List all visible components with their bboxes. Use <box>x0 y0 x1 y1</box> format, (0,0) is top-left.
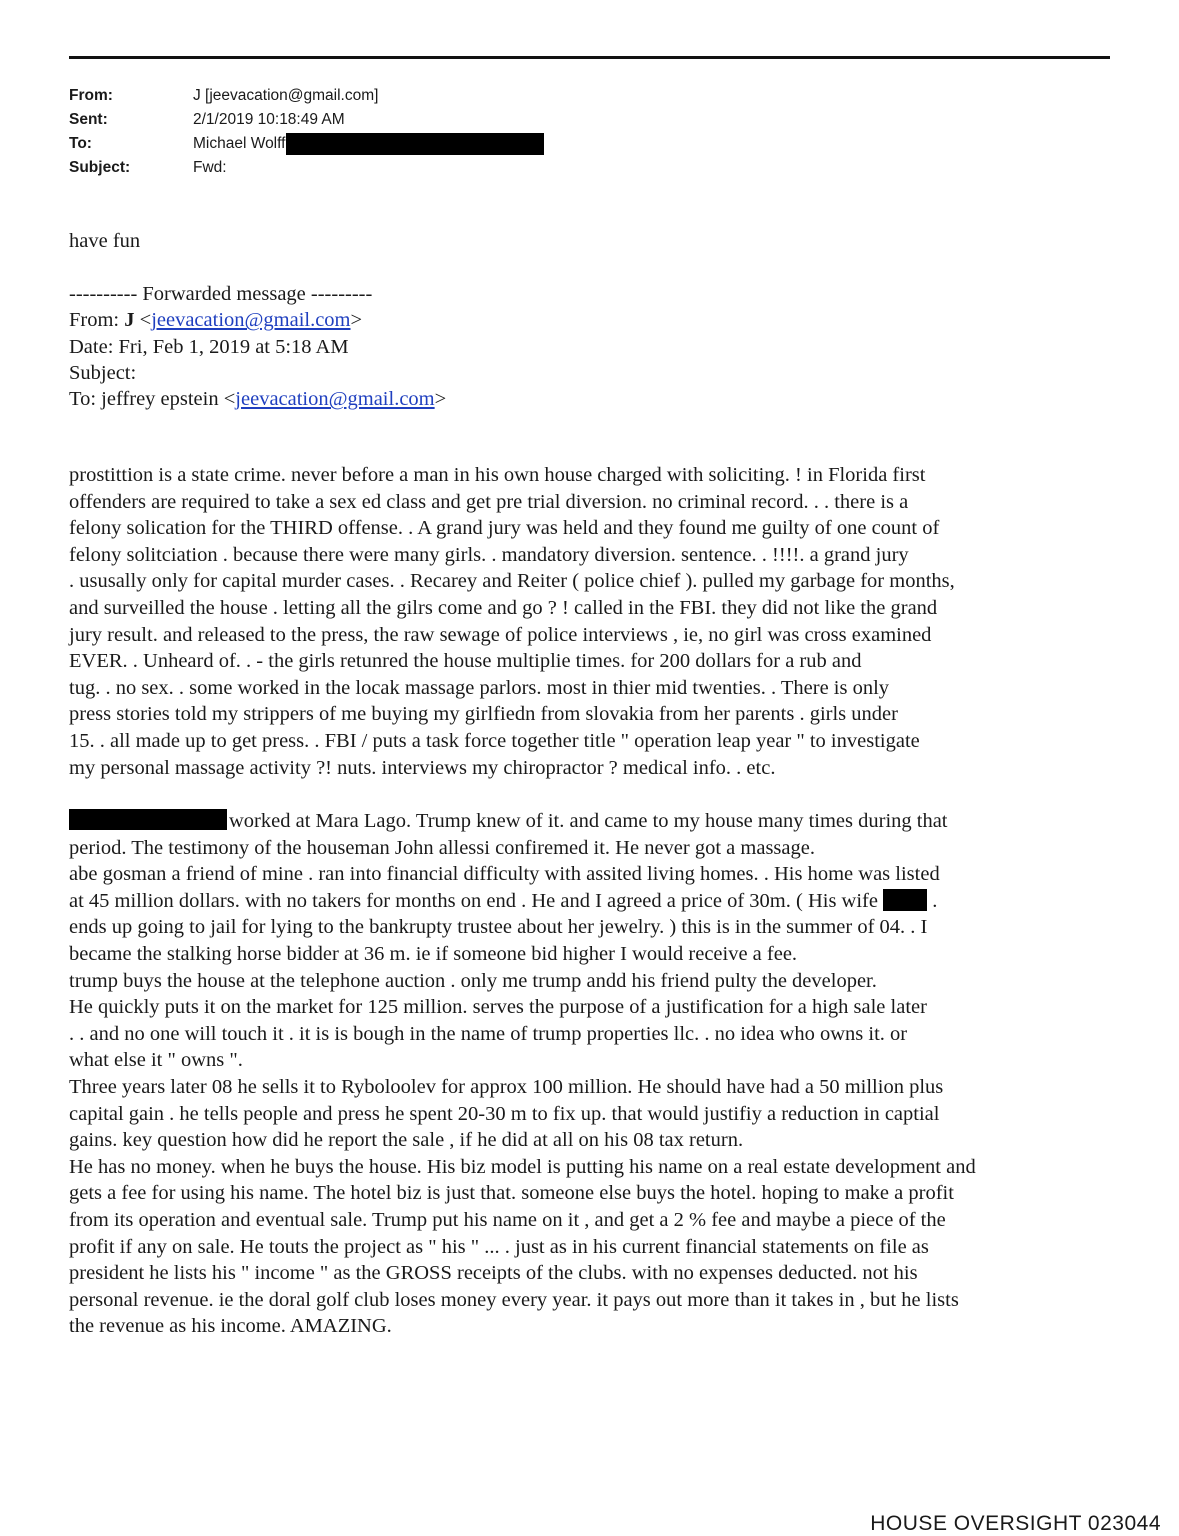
body-line: He quickly puts it on the market for 125 million. serves the purpose of a justification for a high sale later <box>69 996 927 1019</box>
body-line: capital gain . he tells people and press he spent 20-30 m to fix up. that would justifiy a reduction in captial <box>69 1102 940 1125</box>
bates-footer: HOUSE OVERSIGHT 023044 <box>870 1512 1161 1535</box>
body-paragraph-2 <box>69 808 976 1340</box>
body-paragraph-1 <box>69 462 955 781</box>
body-line: tug. . no sex. . some worked in the locak massage parlors. most in thier mid twenties. . There is only <box>69 676 890 699</box>
forwarded-date: Date: Fri, Feb 1, 2019 at 5:18 AM <box>69 335 349 358</box>
body-line: became the stalking horse bidder at 36 m. ie if someone bid higher I would receive a fee. <box>69 942 798 965</box>
forwarded-to-prefix: To: jeffrey epstein <box>69 388 224 411</box>
body-line: . . and no one will touch it . it is is bough in the name of trump properties llc. . no idea who owns it. or <box>69 1022 908 1045</box>
body-line <box>69 888 976 915</box>
body-line: president he lists his " income " as the GROSS receipts of the clubs. with no expenses deducted. not his <box>69 1262 918 1285</box>
body-line: ends up going to jail for lying to the bankrupty trustee about her jewelry. ) this is in the summer of 04. . I <box>69 916 928 939</box>
body-line: my personal massage activity ?! nuts. interviews my chiropractor ? medical info. . etc. <box>69 756 776 779</box>
forwarded-banner: ---------- Forwarded message --------- <box>69 283 373 305</box>
forwarded-from: From: J <jeevacation@gmail.com> <box>69 309 363 332</box>
greeting-text: have fun <box>69 230 141 252</box>
body-line-text: worked at Mara Lago. Trump knew of it. and came to my house many times during that <box>229 810 948 832</box>
forwarded-from-label: From: <box>69 309 125 332</box>
body-line <box>69 808 976 835</box>
subject-value: Fwd: <box>193 159 227 176</box>
body-line-text: . <box>927 889 938 912</box>
body-line: offenders are required to take a sex ed class and get pre trial diversion. no criminal record. . . there is a <box>69 490 909 513</box>
redaction-block <box>69 809 227 830</box>
forwarded-to-email-link[interactable]: jeevacation@gmail.com <box>235 388 435 411</box>
body-line: felony solitciation . because there were many girls. . mandatory diversion. sentence. . !!!!. a grand jury <box>69 543 909 566</box>
sent-value: 2/1/2019 10:18:49 AM <box>193 111 345 128</box>
from-row <box>69 84 544 108</box>
body-line-text: at 45 million dollars. with no takers for months on end . He and I agreed a price of 30m. ( His wife <box>69 889 878 912</box>
header-rule <box>69 56 1110 59</box>
from-value: J [jeevacation@gmail.com] <box>193 87 379 104</box>
body-line: 15. . all made up to get press. . FBI / puts a task force together title " operation leap year " to investigate <box>69 729 920 752</box>
body-line: prostittion is a state crime. never before a man in his own house charged with soliciting. ! in Florida first <box>69 464 926 486</box>
body-line: profit if any on sale. He touts the project as " his " ... . just as in his current financial statements on file as <box>69 1235 929 1258</box>
email-header <box>69 84 544 180</box>
forwarded-from-email-link[interactable]: jeevacation@gmail.com <box>151 309 351 332</box>
sent-label: Sent: <box>69 111 108 128</box>
body-line: abe gosman a friend of mine . ran into financial difficulty with assited living homes. . His home was listed <box>69 863 940 886</box>
to-row <box>69 132 544 156</box>
body-line: personal revenue. ie the doral golf club loses money every year. it pays out more than it takes in , but he lists <box>69 1288 959 1311</box>
body-line: felony solication for the THIRD offense. . A grand jury was held and they found me guilty of one count of <box>69 517 940 540</box>
redaction-block <box>883 889 927 911</box>
forwarded-header <box>69 281 446 412</box>
from-label: From: <box>69 87 113 104</box>
body-line: period. The testimony of the houseman John allessi confiremed it. He never got a massage. <box>69 836 815 859</box>
body-line: trump buys the house at the telephone auction . only me trump andd his friend pulty the developer. <box>69 969 877 992</box>
body-line: press stories told my strippers of me buying my girlfiedn from slovakia from her parents . girls under <box>69 703 898 726</box>
body-line: gains. key question how did he report the sale , if he did at all on his 08 tax return. <box>69 1129 744 1152</box>
subject-label: Subject: <box>69 159 131 176</box>
to-value: Michael Wolff <box>193 135 286 152</box>
body-line: gets a fee for using his name. The hotel biz is just that. someone else buys the hotel. hoping to make a profit <box>69 1182 954 1205</box>
subject-row <box>69 156 544 180</box>
body-line: He has no money. when he buys the house. His biz model is putting his name on a real estate development and <box>69 1155 976 1178</box>
forwarded-from-name: J <box>124 309 135 332</box>
body-line: what else it " owns ". <box>69 1049 243 1072</box>
body-line: . ususally only for capital murder cases. . Recarey and Reiter ( police chief ). pulled my garbage for months, <box>69 570 955 593</box>
body-line: from its operation and eventual sale. Trump put his name on it , and get a 2 % fee and maybe a piece of the <box>69 1208 946 1231</box>
redaction-block <box>286 133 544 155</box>
sent-row <box>69 108 544 132</box>
body-line: EVER. . Unheard of. . - the girls retunred the house multiplie times. for 200 dollars for a rub and <box>69 650 862 673</box>
forwarded-subject: Subject: <box>69 361 137 384</box>
to-label: To: <box>69 135 92 152</box>
body-line: jury result. and released to the press, the raw sewage of police interviews , ie, no girl was cross examined <box>69 623 932 646</box>
body-line: the revenue as his income. AMAZING. <box>69 1315 392 1338</box>
forwarded-to: To: jeffrey epstein <jeevacation@gmail.com> <box>69 388 447 411</box>
body-line: and surveilled the house . letting all the gilrs come and go ? ! called in the FBI. they did not like the grand <box>69 596 938 619</box>
body-line: Three years later 08 he sells it to Ryboloolev for approx 100 million. He should have had a 50 million plus <box>69 1075 944 1098</box>
